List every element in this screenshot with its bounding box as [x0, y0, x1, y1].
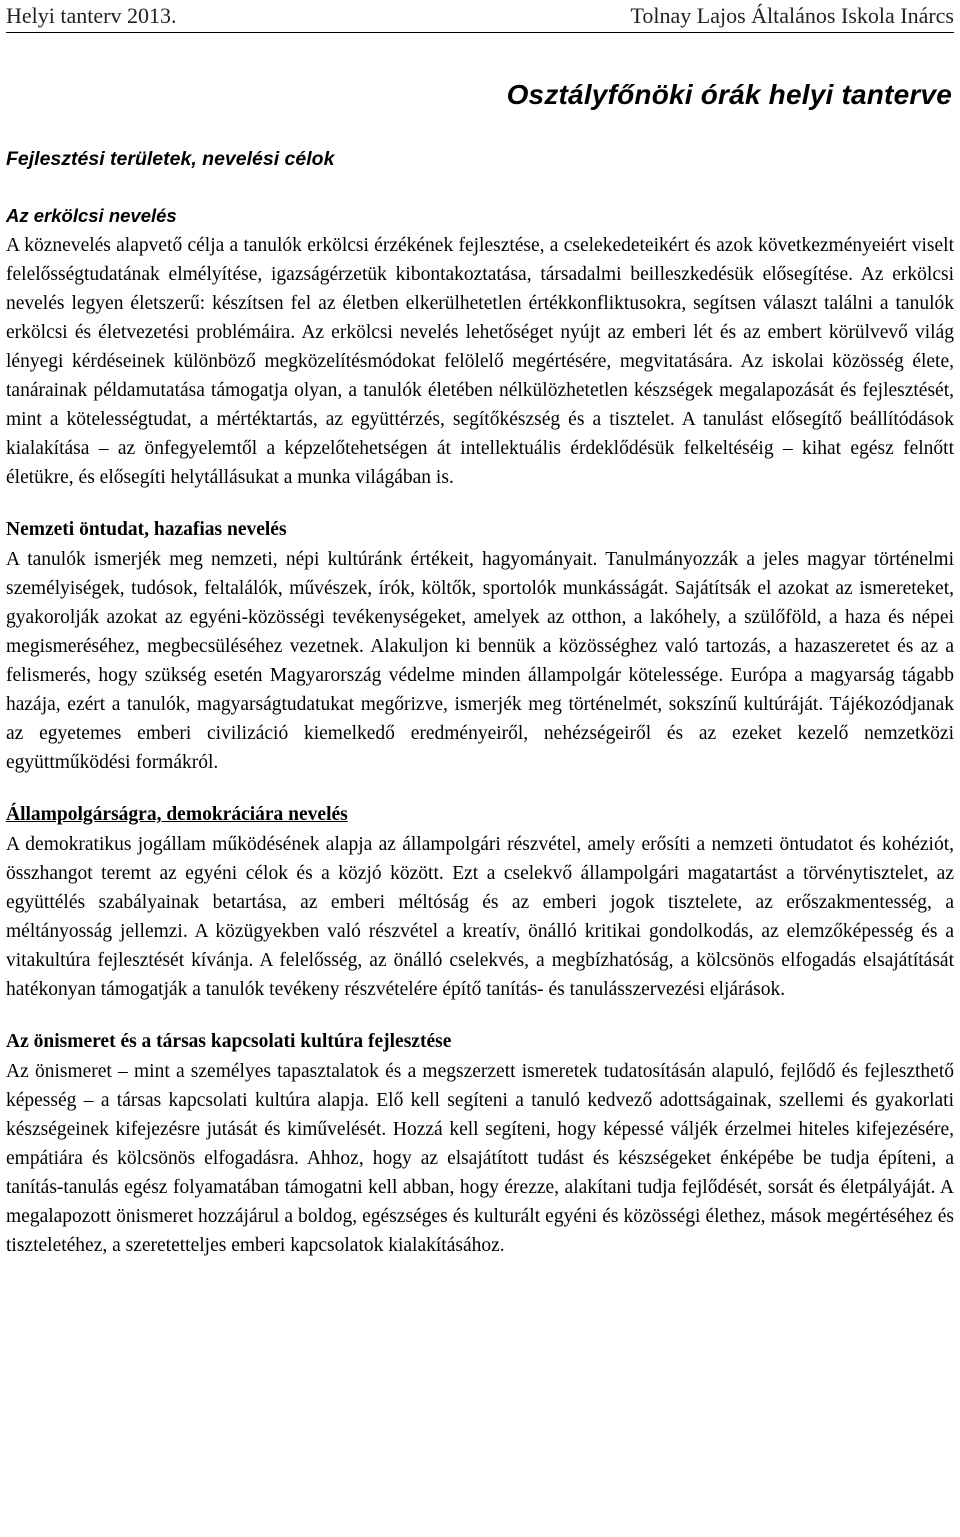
- section-heading: Állampolgárságra, demokráciára nevelés: [6, 804, 348, 825]
- header-left-text: Helyi tanterv 2013.: [6, 3, 177, 28]
- section-paragraph: Az önismeret – mint a személyes tapasztalatok és a megszerzett ismeretek tudatosításán alapuló, fejlődő és fejleszthető képesség – a társas kapcsolati kultúra alapja. Elő kell segíteni a tanuló kedvező adottságainak, szellemi és gyakorlati készségeinek kifejezésre jutását és kiművelését. Hozzá kell segíteni, hogy képessé váljék érzelmei hiteles kifejezésére, empátiára és kölcsönös elfogadásra. Ahhoz, hogy az elsajátított tudást és készségeket énképébe be tudja építeni, a tanítás-tanulás egész folyamatában támogatni kell abban, hogy érezze, alakítani tudja fejlődését, sorsát és életpályáját. A megalapozott önismeret hozzájárul a boldog, egészséges és kulturált egyéni és közösségi élethez, mások megértéséhez és tiszteletéhez, a szeretetteljes emberi kapcsolatok kialakításához.: [6, 1061, 954, 1256]
- header-right-text: Tolnay Lajos Általános Iskola Inárcs: [630, 3, 954, 28]
- section-paragraph: A tanulók ismerjék meg nemzeti, népi kultúránk értékeit, hagyományait. Tanulmányozzák a jeles magyar történelmi személyiségek, tudósok, feltalálók, művészek, írók, költők, sportolók munkásságát. Sajátítsák el azokat az ismereteket, gyakorolják azokat az egyéni-közösségi tevékenységeket, amelyek az otthon, a lakóhely, a szülőföld, a haza és népei megismeréséhez, megbecsüléséhez vezetnek. Alakuljon ki bennük a közösséghez való tartozás, a hazaszeretet és az a felismerés, hogy szükség esetén Magyarország védelme minden állampolgár kötelessége. Európa a magyarság tágabb hazája, ezért a tanulók, magyarságtudatukat megőrizve, ismerjék meg történelmét, sokszínű kultúráját. Tájékozódjanak az egyetemes emberi civilizáció kiemelkedő eredményeiről, nehézségeiről és az ezeket kezelő nemzetközi együttműködési formákról.: [6, 549, 954, 773]
- section-paragraph: A demokratikus jogállam működésének alapja az állampolgári részvétel, amely erősíti a nemzeti öntudatot és kohéziót, összhangot teremt az egyéni célok és a közjó között. Ezt a cselekvő állampolgári magatartást a törvénytisztelet, az együttélés szabályainak betartása, az emberi méltóság és az emberi jogok tisztelete, az erőszakmentesség, a méltányosság jellemzi. A közügyekben való részvétel a kreatív, önálló kritikai gondolkodás, az elemzőképesség és a vitakultúra fejlesztését kívánja. A felelősség, az önálló cselekvés, a megbízhatóság, a kölcsönös elfogadás elsajátítását hatékonyan támogatják a tanulók tevékeny részvételére építő tanítás- és tanulásszervezési eljárások.: [6, 834, 954, 1000]
- section-heading: Nemzeti öntudat, hazafias nevelés: [6, 519, 287, 540]
- section-onismeret: [6, 1027, 954, 1260]
- section-nemzeti-ontudat: [6, 515, 954, 777]
- section-heading: Az önismeret és a társas kapcsolati kultúra fejlesztése: [6, 1031, 452, 1052]
- page-header: [6, 2, 954, 33]
- section-allampolgarsag: [6, 800, 954, 1004]
- document-subtitle: Fejlesztési területek, nevelési célok: [6, 148, 335, 170]
- section-paragraph: A köznevelés alapvető célja a tanulók erkölcsi érzékének fejlesztése, a cselekedeteikért és azok következményeiért viselt felelősségtudatának elmélyítése, igazságérzetük kibontakoztatása, társadalmi beilleszkedésük elősegítése. Az erkölcsi nevelés legyen életszerű: készítsen fel az életben elkerülhetetlen értékkonfliktusokra, segítsen választ találni a tanulók erkölcsi és életvezetési problémáira. Az erkölcsi nevelés lehetőséget nyújt az emberi lét és az embert körülvevő világ lényegi kérdéseinek különböző megközelítésmódokat felölelő megértésére, megvitatására. Az iskolai közösség élete, tanárainak példamutatása támogatja olyan, a tanulók életében nélkülözhetetlen készségek megalapozását és fejlesztését, mint a kötelességtudat, a mértéktartás, az együttérzés, segítőkészség és a tisztelet. A tanulást elősegítő beállítódások kialakítása – az önfegyelemtől a képzelőtehetségen át intellektuális érdeklődésük felkeltéséig – kihat egész felnőtt életükre, és elősegíti helytállásukat a munka világában is.: [6, 235, 954, 488]
- section-heading: Az erkölcsi nevelés: [6, 205, 177, 226]
- document-body: [6, 201, 954, 1260]
- section-erkolcsi-neveles: [6, 201, 954, 492]
- document-title: Osztályfőnöki órák helyi tanterve: [506, 79, 952, 110]
